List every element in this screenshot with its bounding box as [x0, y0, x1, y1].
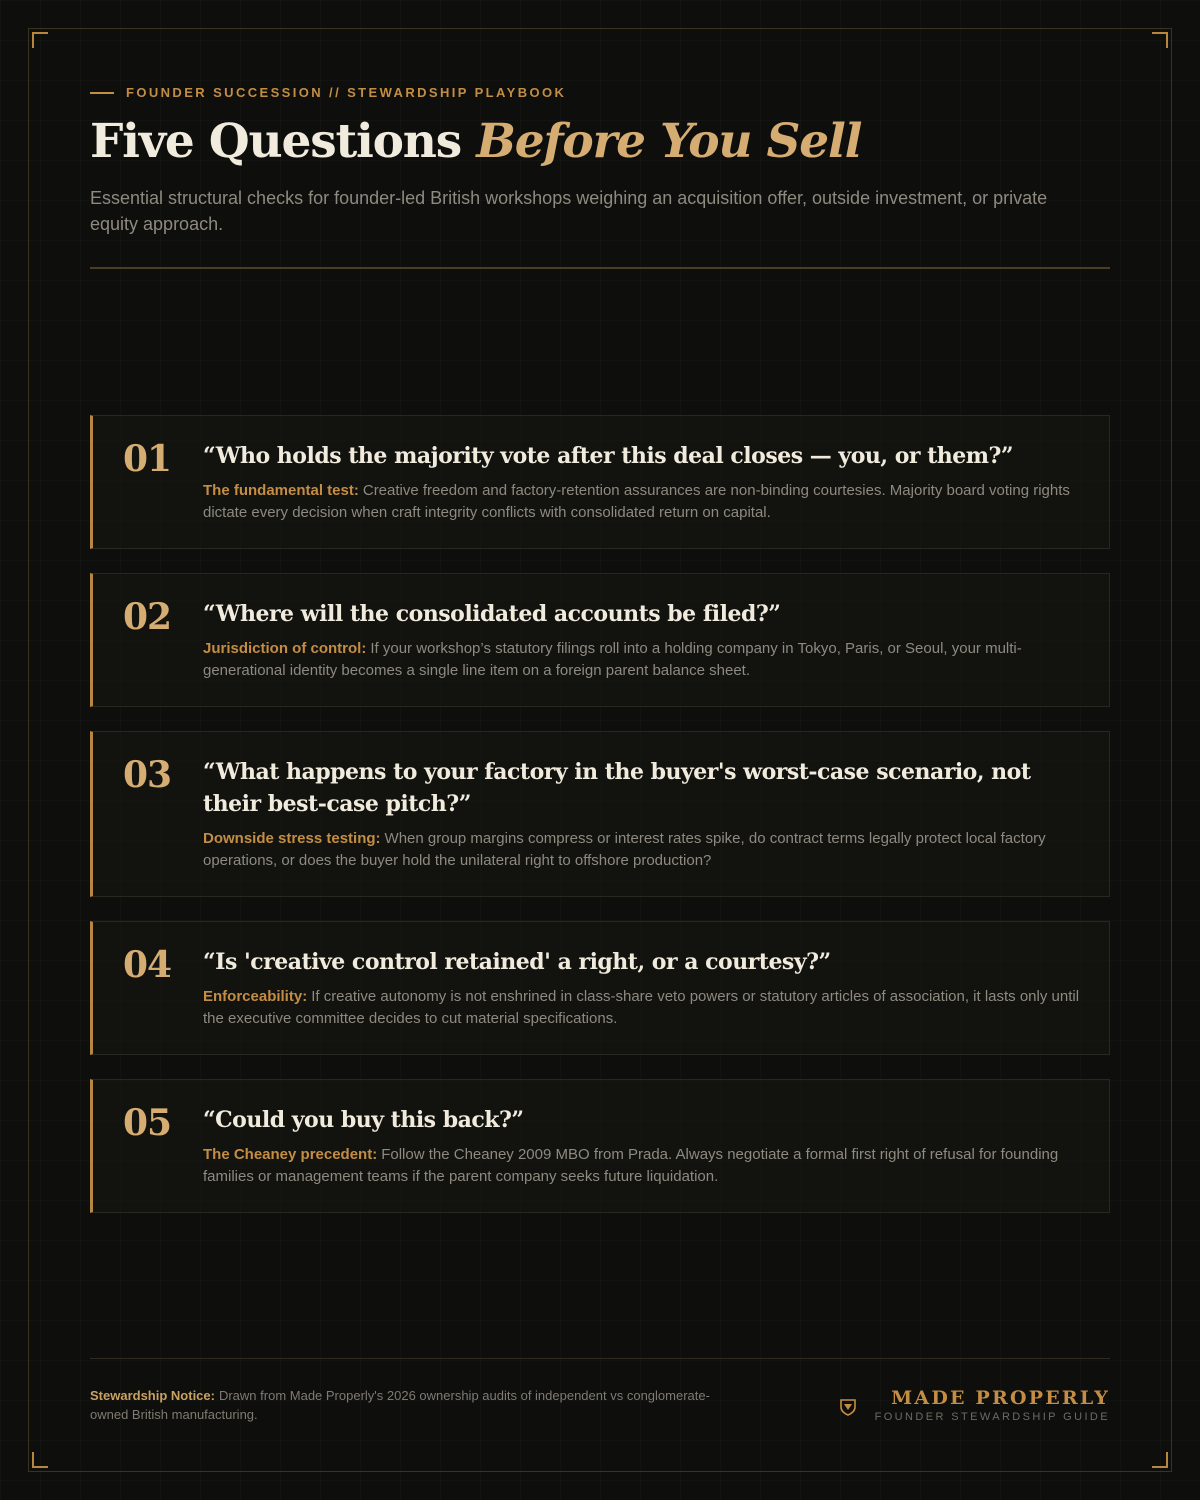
- page-subtitle: Essential structural checks for founder-led British workshops weighing an acquisition offer, outside investment, or private equity approach.: [90, 188, 1048, 234]
- eyebrow: [90, 85, 566, 100]
- notice-text: Drawn from Made Properly's 2026 ownership audits of independent vs conglomerate-owned British manufacturing.: [90, 1388, 710, 1422]
- question-detail: If your workshop’s statutory filings roll into a holding company in Tokyo, Paris, or Seoul, your multi-generational identity becomes a single line item on a foreign parent balance sheet.: [203, 640, 1022, 679]
- question-text: “What happens to your factory in the buyer's worst-case scenario, not their best-case pitch?”: [203, 759, 1031, 817]
- question-lead: Enforceability:: [203, 988, 308, 1005]
- question-card: [90, 731, 1110, 897]
- question-text: “Where will the consolidated accounts be filed?”: [203, 601, 781, 627]
- question-number: 01: [123, 438, 172, 480]
- brand-tagline: FOUNDER STEWARDSHIP GUIDE: [874, 1411, 1110, 1423]
- question-text: “Is 'creative control retained' a right, or a courtesy?”: [203, 949, 831, 975]
- shield-icon: [839, 1398, 857, 1416]
- question-lead: The Cheaney precedent:: [203, 1146, 378, 1163]
- question-card: [90, 1079, 1110, 1213]
- page-title: [90, 114, 861, 169]
- question-detail: Follow the Cheaney 2009 MBO from Prada. Always negotiate a formal first right of refusal for founding families or management teams if the parent company seeks future liquidation.: [203, 1146, 1059, 1185]
- corner-mark-top-left: [32, 32, 48, 48]
- brand-mark: [839, 1387, 1110, 1423]
- question-number: 04: [123, 944, 172, 986]
- question-lead: Downside stress testing:: [203, 830, 381, 847]
- question-text: “Could you buy this back?”: [203, 1107, 524, 1133]
- corner-mark-bottom-left: [32, 1452, 48, 1468]
- question-lead: Jurisdiction of control:: [203, 640, 367, 657]
- header-divider: [90, 267, 1110, 269]
- question-detail: When group margins compress or interest rates spike, do contract terms legally protect local factory operations, or does the buyer hold the unilateral right to offshore production?: [203, 830, 1046, 869]
- question-body: [203, 638, 1081, 682]
- question-card: [90, 573, 1110, 707]
- question-list: [90, 415, 1110, 1237]
- eyebrow-text: FOUNDER SUCCESSION // STEWARDSHIP PLAYBOOK: [126, 85, 567, 100]
- question-text: “Who holds the majority vote after this deal closes — you, or them?”: [203, 443, 1014, 469]
- notice-lead: Stewardship Notice:: [90, 1388, 215, 1403]
- question-body: [203, 1144, 1081, 1188]
- eyebrow-dash: [90, 92, 114, 94]
- corner-mark-top-right: [1152, 32, 1168, 48]
- title-main: Five Questions: [90, 114, 477, 169]
- question-detail: Creative freedom and factory-retention assurances are non-binding courtesies. Majority board voting rights dictate every decision when craft integrity conflicts with consolidated return on capital.: [203, 482, 1070, 521]
- question-lead: The fundamental test:: [203, 482, 359, 499]
- footer-divider: [90, 1358, 1110, 1359]
- question-number: 03: [123, 754, 172, 796]
- question-body: [203, 986, 1081, 1030]
- brand-name: MADE PROPERLY: [891, 1387, 1110, 1409]
- question-body: [203, 480, 1081, 524]
- title-accent: Before You Sell: [476, 114, 862, 169]
- stewardship-notice: [90, 1386, 710, 1424]
- question-number: 05: [123, 1102, 172, 1144]
- question-card: [90, 921, 1110, 1055]
- brand-text: [875, 1387, 1110, 1423]
- question-detail: If creative autonomy is not enshrined in class-share veto powers or statutory articles of association, it lasts only until the executive committee decides to cut material specifications.: [203, 988, 1080, 1027]
- question-number: 02: [123, 596, 172, 638]
- corner-mark-bottom-right: [1152, 1452, 1168, 1468]
- question-card: [90, 415, 1110, 549]
- question-body: [203, 828, 1081, 872]
